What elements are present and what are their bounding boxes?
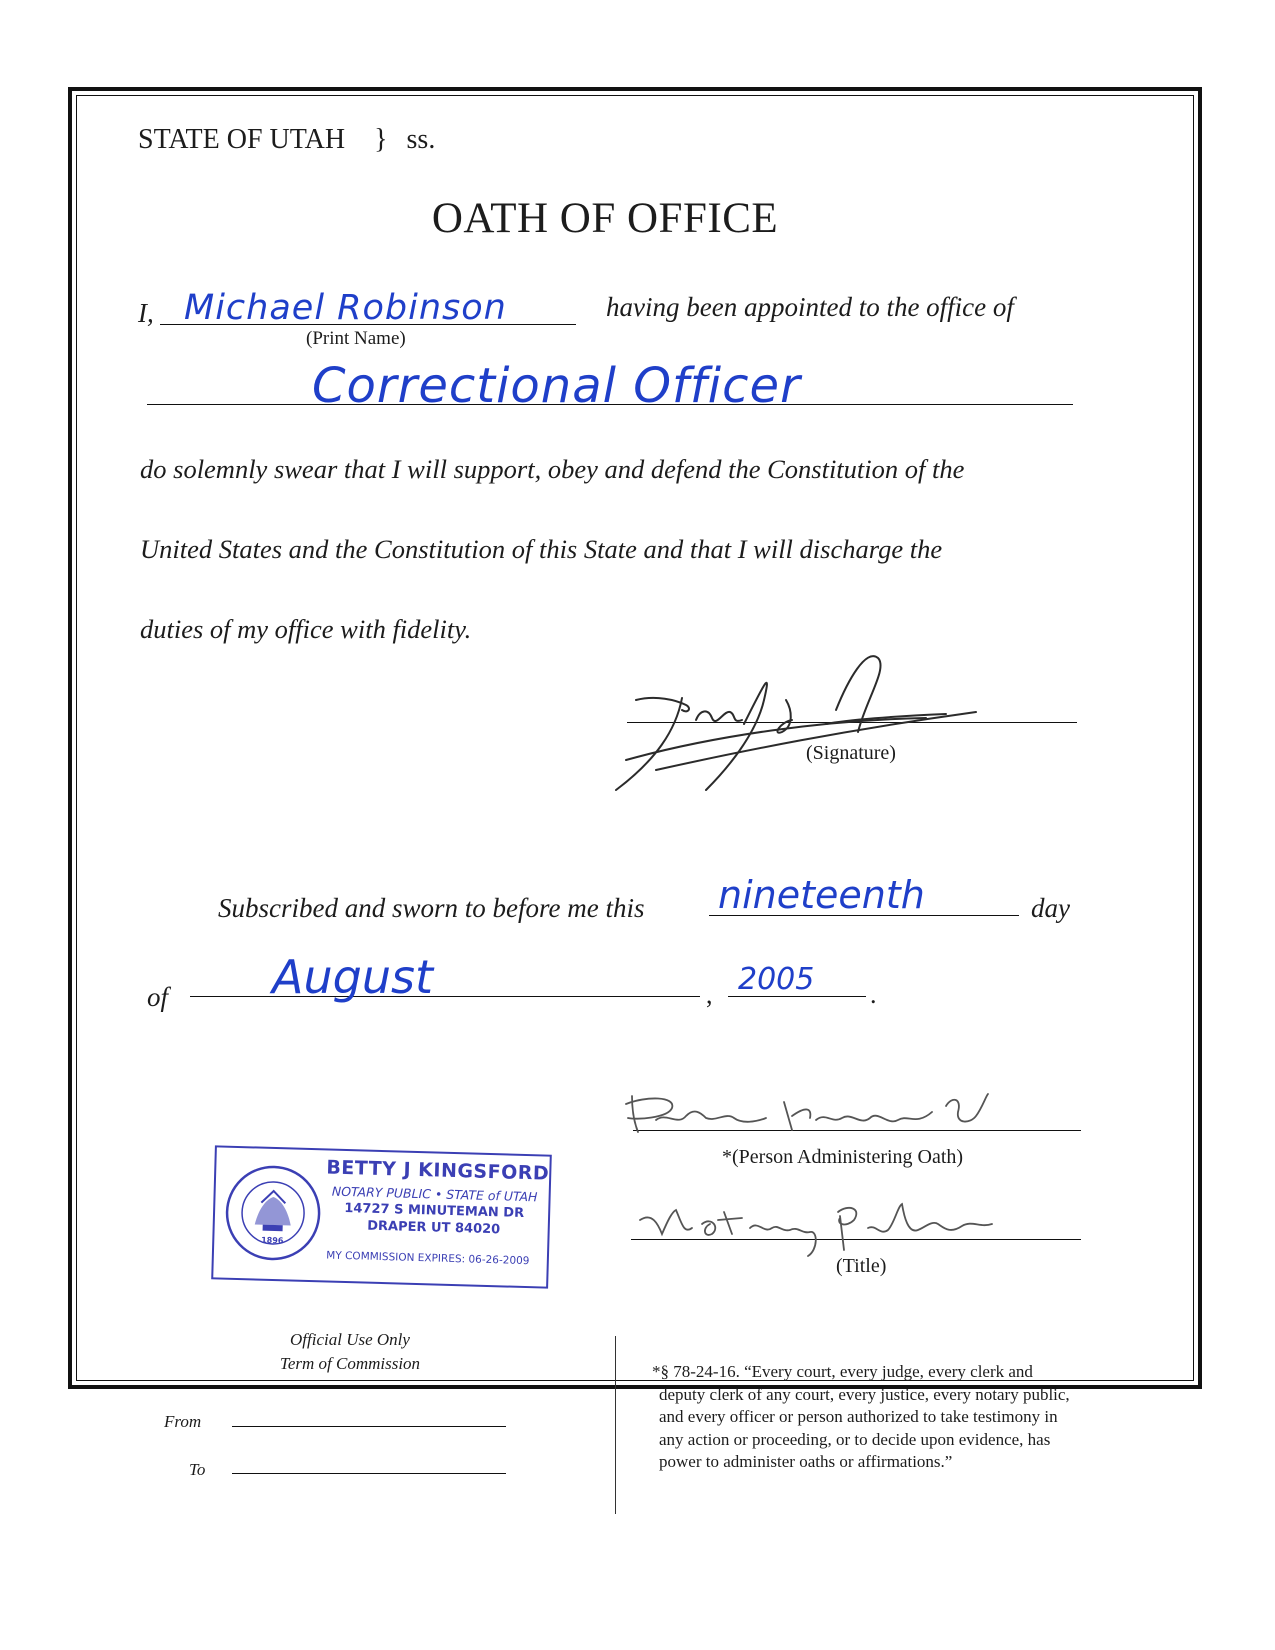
officer-signature-image	[596, 640, 996, 800]
oath-body-line-2: United States and the Constitution of this State and that I will discharge the	[140, 534, 943, 564]
seal-year: 1896	[261, 1235, 284, 1246]
appointed-text: having been appointed to the office of	[606, 292, 1014, 322]
footnote-line-1: *§ 78-24-16. “Every court, every judge, every clerk and	[652, 1362, 1033, 1381]
print-name-value: Michael Robinson	[184, 288, 507, 328]
footer-divider	[615, 1336, 616, 1514]
administrator-signature-image	[616, 1082, 1016, 1152]
stamp-line-2: 14727 S MINUTEMAN DR	[344, 1200, 525, 1221]
period: .	[870, 980, 877, 1009]
state-header	[138, 124, 435, 156]
oath-body-line-1: do solemnly swear that I will support, obey and defend the Constitution of the	[140, 454, 965, 484]
statute-footnote	[652, 1361, 1070, 1474]
i-prefix: I,	[138, 298, 154, 328]
day-value: nineteenth	[718, 873, 925, 917]
title-handwriting-image	[632, 1194, 1012, 1264]
stamp-line-1: NOTARY PUBLIC • STATE of UTAH	[331, 1183, 538, 1205]
footnote-line-4: any action or proceeding, or to decide upon evidence, has	[659, 1429, 1051, 1449]
administrator-caption: *(Person Administering Oath)	[722, 1146, 964, 1168]
of-label: of	[147, 982, 169, 1012]
stamp-line-3: DRAPER UT 84020	[367, 1218, 501, 1238]
oath-body-line-3: duties of my office with fidelity.	[140, 614, 472, 644]
notary-stamp	[211, 1145, 552, 1288]
ss-label: ss.	[406, 124, 436, 155]
state-seal-icon	[222, 1162, 325, 1265]
year-value: 2005	[738, 962, 815, 997]
stamp-name: BETTY J KINGSFORD	[326, 1156, 550, 1185]
official-use-heading: Official Use Only	[290, 1330, 410, 1349]
stamp-line-4: MY COMMISSION EXPIRES: 06-26-2009	[326, 1249, 530, 1268]
signature-caption: (Signature)	[806, 742, 896, 764]
comma: ,	[706, 980, 713, 1009]
to-label: To	[189, 1460, 206, 1479]
document-title: OATH OF OFFICE	[431, 195, 779, 242]
office-value: Correctional Officer	[312, 358, 801, 414]
print-name-caption: (Print Name)	[306, 328, 406, 349]
footnote-line-2: deputy clerk of any court, every justice, every notary public,	[659, 1384, 1070, 1404]
footnote-line-3: and every officer or person authorized to take testimony in	[659, 1407, 1058, 1426]
footnote-line-5: power to administer oaths or affirmations.”	[659, 1452, 953, 1471]
state-label: STATE OF UTAH	[138, 124, 346, 155]
from-label: From	[164, 1412, 202, 1431]
month-value: August	[272, 950, 433, 1004]
from-line	[232, 1426, 506, 1427]
term-of-commission-heading: Term of Commission	[279, 1354, 421, 1373]
sworn-prefix: Subscribed and sworn to before me this	[218, 893, 645, 923]
month-line	[190, 996, 700, 997]
title-caption: (Title)	[836, 1255, 887, 1277]
to-line	[232, 1473, 506, 1474]
day-suffix: day	[1031, 893, 1070, 923]
brace: }	[374, 124, 388, 155]
